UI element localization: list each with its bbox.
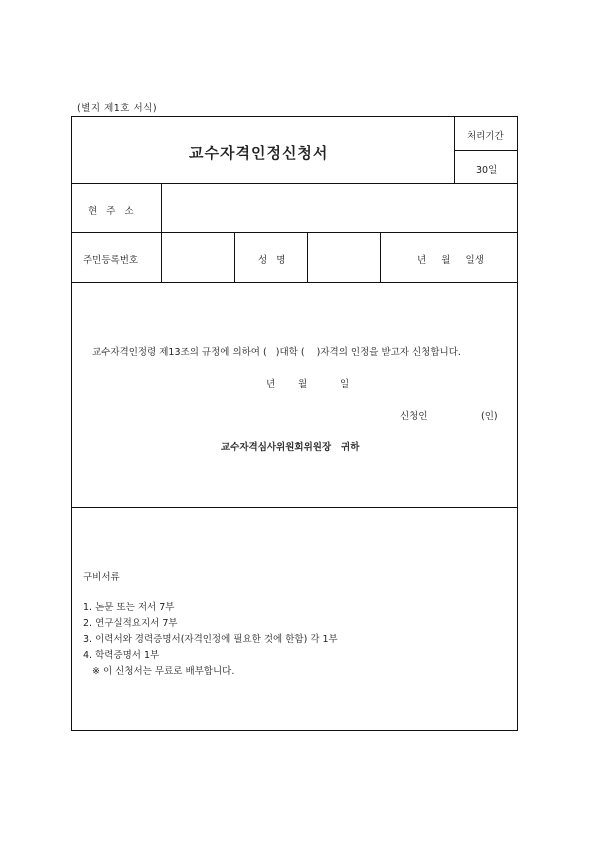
divider [380,232,381,282]
application-form [71,116,518,731]
date-day: 일 [340,379,350,390]
seal-mark: (인) [481,411,498,422]
divider [72,232,517,233]
date-year: 년 [266,379,276,390]
resident-number-label: 주민등록번호 [83,255,139,266]
attachment-item: 1. 논문 또는 저서 7부 [83,602,175,613]
attachment-item: 4. 학력증명서 1부 [83,650,160,661]
divider [72,282,517,283]
name-field[interactable] [310,235,377,279]
form-number-note: (별지 제1호 서식) [77,103,158,114]
form-title: 교수자격인정신청서 [189,144,329,162]
birth-date-label: 년 월 일생 [417,255,484,266]
divider [234,232,235,282]
divider [161,183,162,282]
application-statement: 교수자격인정령 제13조의 규정에 의하여 ( )대학 ( )자격의 인정을 받고자 신청합니다. [92,347,461,358]
attachment-item: 3. 이력서와 경력증명서(자격인정에 필요한 것에 한함) 각 1부 [83,634,338,645]
address-field[interactable] [164,186,514,230]
applicant-label: 신청인 [400,411,428,422]
attachments-heading: 구비서류 [83,572,120,583]
divider [72,183,517,184]
recipient: 교수자격심사위원회위원장 귀하 [221,442,360,453]
processing-period-value: 30일 [476,165,498,176]
divider [454,150,517,151]
attachment-item: 2. 연구실적요지서 7부 [83,618,178,629]
divider [72,507,517,508]
resident-number-field[interactable] [164,235,231,279]
divider [307,232,308,282]
date-month: 월 [298,379,308,390]
divider [454,117,455,183]
address-label: 현 주 소 [88,206,134,217]
free-distribution-note: ※ 이 신청서는 무료로 배부합니다. [92,666,235,677]
processing-period-label: 처리기간 [467,131,504,142]
name-label: 성 명 [258,255,286,266]
